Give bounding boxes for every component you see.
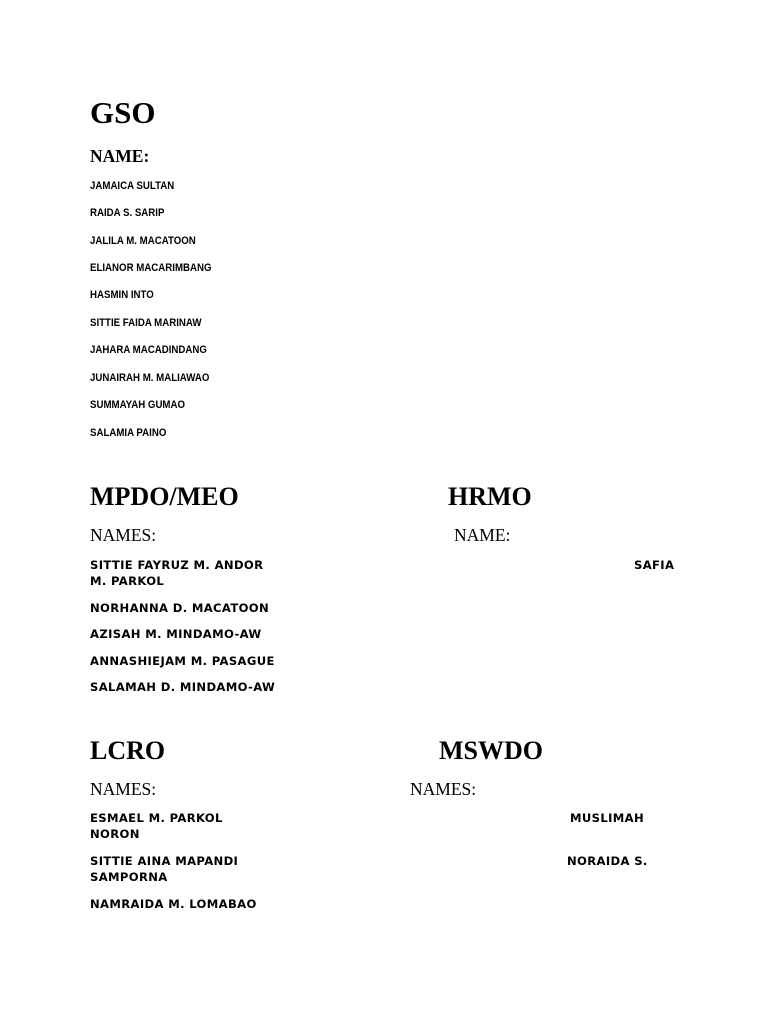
hrmo-name-item: SAFIA	[634, 558, 675, 572]
lcro-name-item: SITTIE AINA MAPANDI	[90, 854, 239, 868]
hrmo-heading: HRMO	[448, 482, 532, 511]
hrmo-name-label: NAME:	[454, 525, 511, 545]
lcro-name-item: NAMRAIDA M. LOMABAO	[90, 897, 257, 911]
gso-heading: GSO	[90, 95, 156, 130]
gso-name-label: NAME:	[90, 146, 150, 166]
lcro-name-item-continued: SAMPORNA	[90, 870, 168, 884]
mpdo-meo-name-item: AZISAH M. MINDAMO-AW	[90, 627, 262, 641]
mpdo-meo-name-item: NORHANNA D. MACATOON	[90, 601, 270, 615]
lcro-name-item: ESMAEL M. PARKOL	[90, 811, 223, 825]
gso-name-item: HASMIN INTO	[90, 289, 154, 301]
mswdo-heading: MSWDO	[439, 736, 543, 765]
lcro-names-label: NAMES:	[90, 779, 157, 799]
gso-name-item: ELIANOR MACARIMBANG	[90, 262, 212, 274]
gso-name-item: SITTIE FAIDA MARINAW	[90, 317, 202, 329]
gso-name-item: JAMAICA SULTAN	[90, 180, 175, 192]
mpdo-meo-name-item: SITTIE FAYRUZ M. ANDOR	[90, 558, 264, 572]
lcro-name-item-continued: NORON	[90, 827, 140, 841]
mpdo-meo-name-item: SALAMAH D. MINDAMO-AW	[90, 680, 276, 694]
mswdo-name-item: MUSLIMAH	[570, 811, 645, 825]
gso-name-item: JALILA M. MACATOON	[90, 235, 196, 247]
mswdo-name-item: NORAIDA S.	[567, 854, 648, 868]
mpdo-meo-heading: MPDO/MEO	[90, 482, 239, 511]
mswdo-names-label: NAMES:	[410, 779, 477, 799]
gso-name-item: JUNAIRAH M. MALIAWAO	[90, 372, 210, 384]
gso-name-item: RAIDA S. SARIP	[90, 207, 165, 219]
mpdo-meo-name-item-continued: M. PARKOL	[90, 574, 165, 588]
mpdo-meo-name-item: ANNASHIEJAM M. PASAGUE	[90, 654, 275, 668]
gso-name-item: SUMMAYAH GUMAO	[90, 399, 186, 411]
lcro-heading: LCRO	[90, 736, 166, 765]
mpdo-meo-names-label: NAMES:	[90, 525, 157, 545]
gso-name-item: JAHARA MACADINDANG	[90, 344, 207, 356]
gso-name-item: SALAMIA PAINO	[90, 427, 167, 439]
